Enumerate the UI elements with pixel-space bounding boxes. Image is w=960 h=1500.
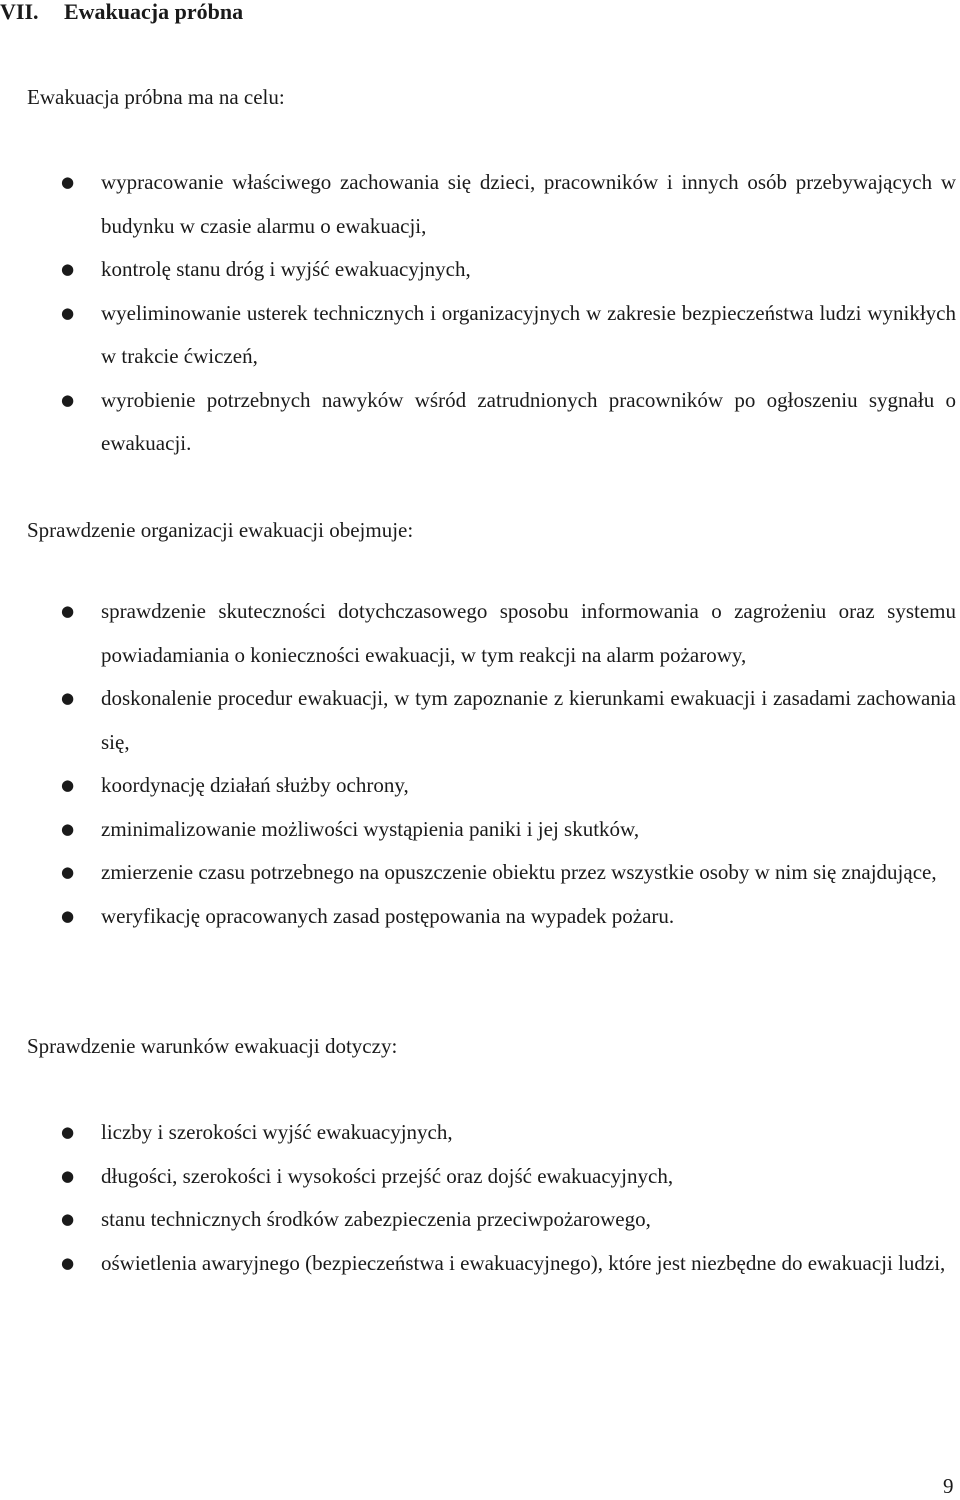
list-item xyxy=(60,808,956,852)
block-intro: Sprawdzenie organizacji ewakuacji obejmuje: xyxy=(27,518,414,542)
list-item xyxy=(60,895,956,939)
section-number: VII. xyxy=(0,0,39,24)
section-heading xyxy=(0,0,243,26)
bullet-icon: ● xyxy=(61,863,75,881)
bullet-list xyxy=(60,1111,956,1285)
bullet-icon: ● xyxy=(61,906,75,925)
list-item xyxy=(60,677,956,764)
list-item-text: stanu technicznych środków zabezpieczenia przeciwpożarowego, xyxy=(101,1207,651,1231)
bullet-icon: ● xyxy=(61,776,75,794)
list-item-text: długości, szerokości i wysokości przejść oraz dojść ewakuacyjnych, xyxy=(101,1163,674,1188)
list-item xyxy=(60,851,956,895)
list-item xyxy=(60,764,956,808)
bullet-icon: ● xyxy=(61,602,75,620)
list-item-text: kontrolę stanu dróg i wyjść ewakuacyjnych, xyxy=(101,257,471,281)
list-item-text: sprawdzenie skuteczności dotychczasowego sposobu informowania o zagrożeniu oraz systemu powiadamiania o konieczności ewakuacji, w tym reakcji na alarm pożarowy, xyxy=(101,599,956,667)
list-item xyxy=(60,379,956,466)
list-item xyxy=(60,248,956,292)
list-item xyxy=(60,1242,956,1286)
list-item-text: wypracowanie właściwego zachowania się dzieci, pracowników i innych osób przebywających w budynku w czasie alarmu o ewakuacji, xyxy=(101,170,956,238)
bullet-icon: ● xyxy=(61,173,75,191)
bullet-list xyxy=(60,590,956,938)
bullet-icon: ● xyxy=(61,1210,75,1228)
bullet-icon: ● xyxy=(61,1166,75,1185)
bullet-icon: ● xyxy=(61,1123,75,1141)
bullet-list xyxy=(60,161,956,466)
list-item-text: koordynację działań służby ochrony, xyxy=(101,773,409,797)
list-item-text: zminimalizowanie możliwości wystąpienia paniki i jej skutków, xyxy=(101,816,640,841)
list-item xyxy=(60,1111,956,1155)
list-item-text: doskonalenie procedur ewakuacji, w tym zapoznanie z kierunkami ewakuacji i zasadami zachowania się, xyxy=(101,686,956,754)
list-item xyxy=(60,1198,956,1242)
bullet-icon: ● xyxy=(61,260,75,278)
list-item-text: wyeliminowanie usterek technicznych i organizacyjnych w zakresie bezpieczeństwa ludzi wynikłych w trakcie ćwiczeń, xyxy=(101,300,956,368)
list-item xyxy=(60,292,956,379)
bullet-icon: ● xyxy=(61,689,75,707)
bullet-icon: ● xyxy=(61,390,75,409)
page-number: 9 xyxy=(943,1474,954,1498)
block-intro: Ewakuacja próbna ma na celu: xyxy=(27,85,285,109)
list-item-text: liczby i szerokości wyjść ewakuacyjnych, xyxy=(101,1120,453,1144)
block-intro: Sprawdzenie warunków ewakuacji dotyczy: xyxy=(27,1034,398,1058)
list-item xyxy=(60,590,956,677)
list-item-text: wyrobienie potrzebnych nawyków wśród zatrudnionych pracowników po ogłoszeniu sygnału o ewakuacji. xyxy=(101,387,956,455)
bullet-icon: ● xyxy=(61,819,75,838)
list-item xyxy=(60,161,956,248)
list-item-text: weryfikację opracowanych zasad postępowania na wypadek pożaru. xyxy=(101,903,675,928)
list-item xyxy=(60,1155,956,1199)
bullet-icon: ● xyxy=(61,1253,75,1272)
section-title: Ewakuacja próbna xyxy=(64,0,244,24)
list-item-text: zmierzenie czasu potrzebnego na opuszczenie obiektu przez wszystkie osoby w nim się znajdujące, xyxy=(101,860,937,884)
list-item-text: oświetlenia awaryjnego (bezpieczeństwa i ewakuacyjnego), które jest niezbędne do ewakuacji ludzi, xyxy=(101,1250,946,1275)
bullet-icon: ● xyxy=(61,303,75,322)
